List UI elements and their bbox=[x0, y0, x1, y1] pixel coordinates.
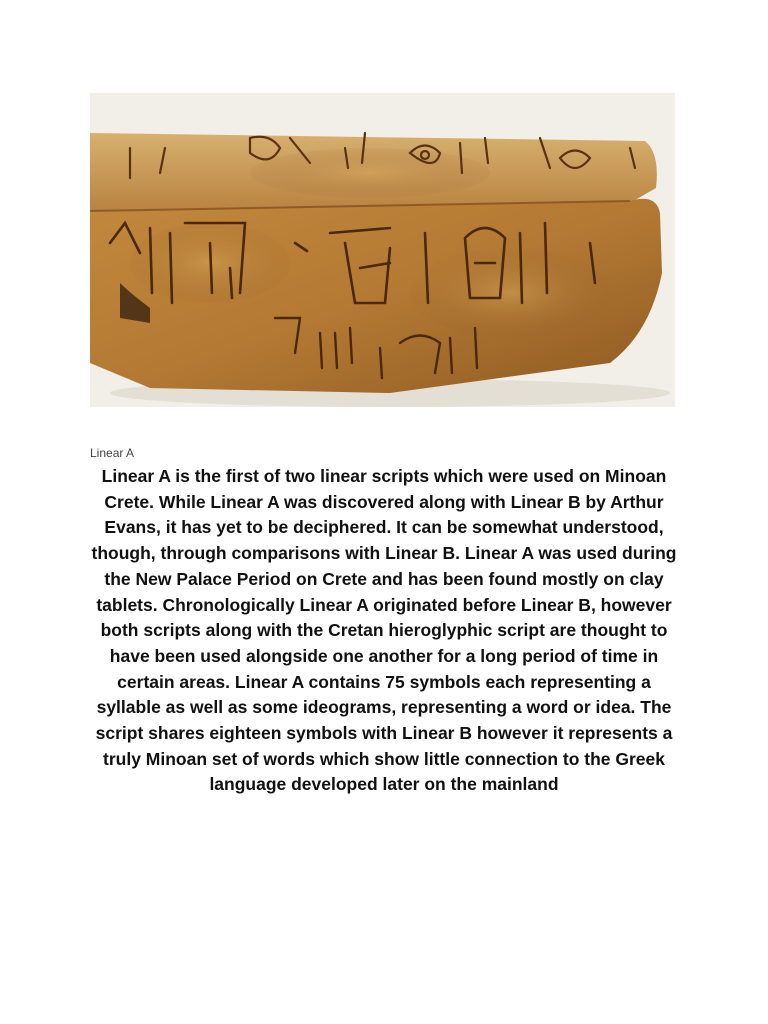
figure-caption: Linear A bbox=[90, 446, 135, 460]
tablet-illustration bbox=[90, 93, 675, 407]
tablet-photo bbox=[90, 93, 675, 407]
article-body: Linear A is the first of two linear scripts which were used on Minoan Crete. While Linear A was discovered along with Linear B by Arthur Evans, it has yet to be deciphered. It can be somewhat understood, though, through comparisons with Linear B. Linear A was used during the New Palace Period on Crete and has been found mostly on clay tablets. Chronologically Linear A originated before Linear B, however both scripts along with the Cretan hieroglyphic script are thought to have been used alongside one another for a long period of time in certain areas. Linear A contains 75 symbols each representing a syllable as well as some ideograms, representing a word or idea. The script shares eighteen symbols with Linear B however it represents a truly Minoan set of words which show little connection to the Greek language developed later on the mainland bbox=[91, 466, 677, 795]
